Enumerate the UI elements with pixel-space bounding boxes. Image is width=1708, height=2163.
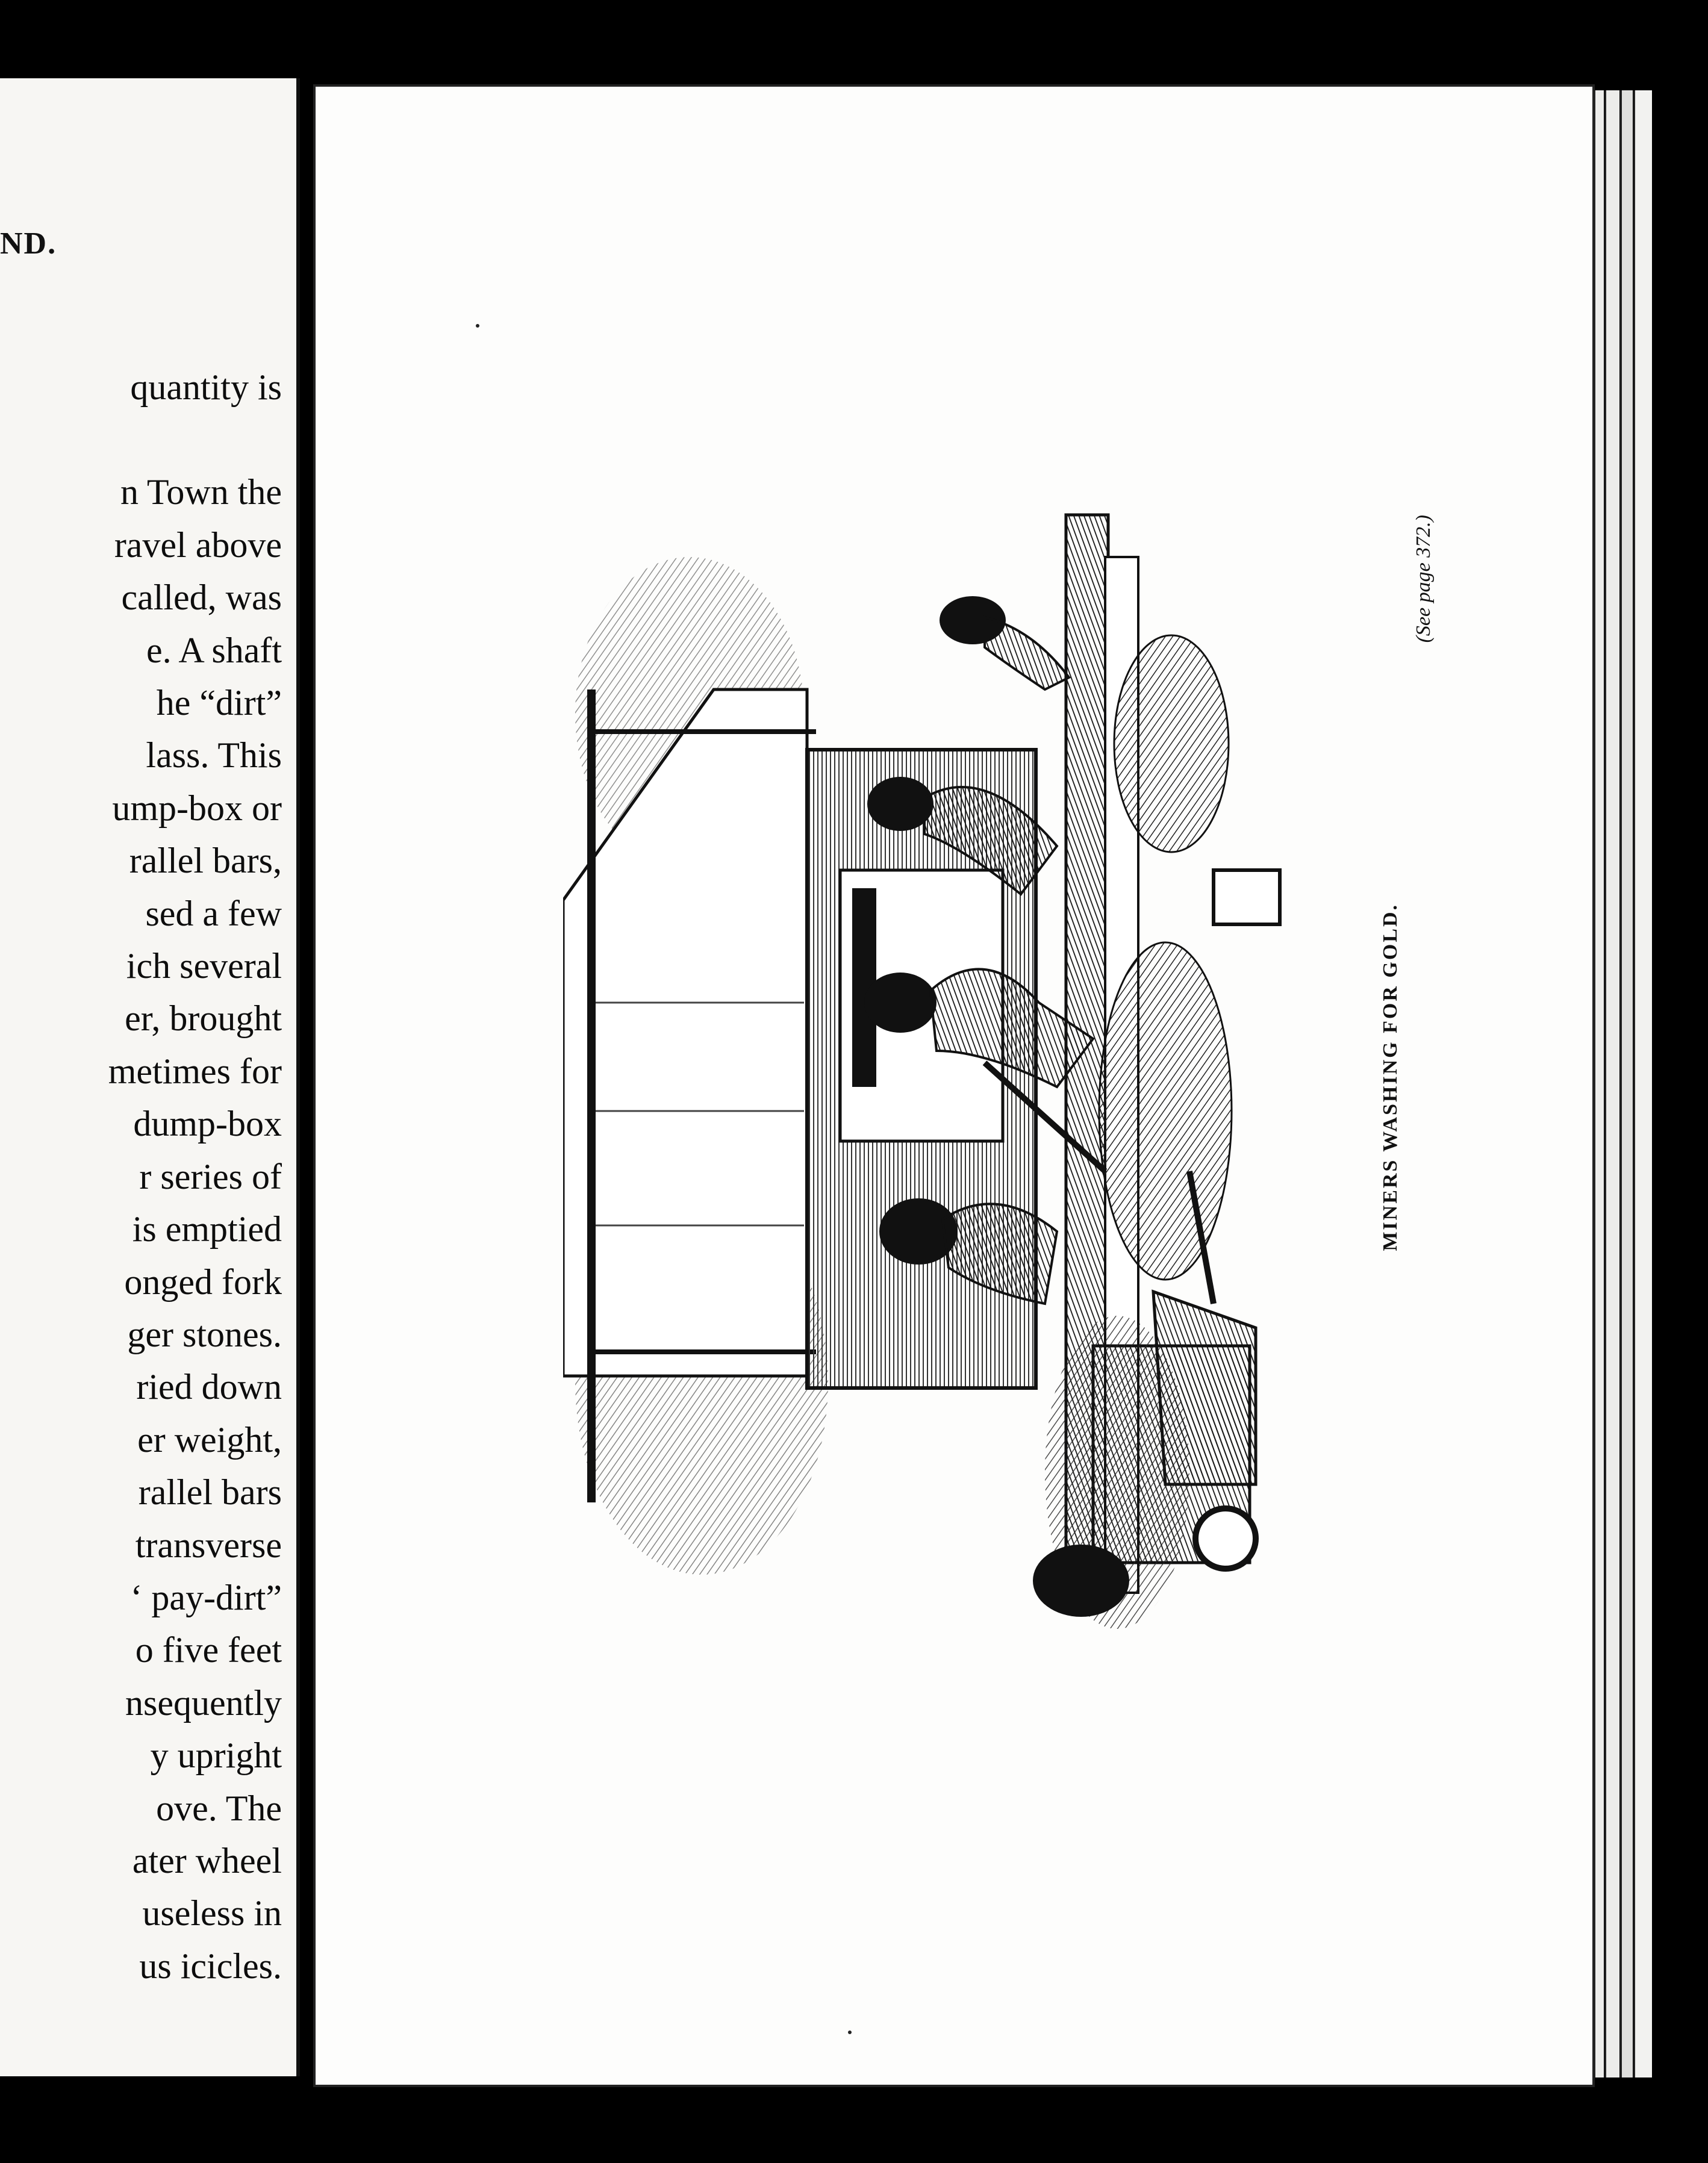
page-edge xyxy=(1594,90,1604,2077)
text-line: quantity is xyxy=(130,367,282,407)
text-line: ger stones. xyxy=(127,1314,282,1354)
text-line: lass. This xyxy=(146,735,282,776)
text-line: he “dirt” xyxy=(156,683,282,723)
text-line: onged fork xyxy=(124,1262,282,1302)
text-line: ove. The xyxy=(156,1788,282,1828)
speck xyxy=(476,324,479,328)
text-line: us icicles. xyxy=(139,1946,282,1986)
text-line: nsequently xyxy=(125,1682,282,1723)
text-line: useless in xyxy=(142,1893,282,1934)
text-line: er, brought xyxy=(125,998,282,1039)
text-line: ich several xyxy=(126,946,282,986)
text-line: rallel bars, xyxy=(129,841,282,881)
text-line: transverse xyxy=(135,1525,282,1565)
text-line: rallel bars xyxy=(138,1472,282,1513)
page-edge xyxy=(1620,90,1633,2077)
text-line: metimes for xyxy=(108,1051,282,1091)
text-line: ried down xyxy=(136,1367,282,1407)
text-line: e. A shaft xyxy=(146,630,282,670)
text-line: ravel above xyxy=(114,524,282,565)
running-head: ND. xyxy=(0,226,57,261)
text-line: called, was xyxy=(121,577,282,618)
text-line: dump-box xyxy=(133,1104,282,1144)
left-page xyxy=(0,78,300,2076)
text-line: o five feet xyxy=(135,1630,282,1670)
figure-caption: MINERS WASHING FOR GOLD. xyxy=(1379,903,1401,1251)
text-line: r series of xyxy=(139,1156,282,1197)
text-line: is emptied xyxy=(132,1209,282,1250)
page-edge xyxy=(1604,90,1619,2077)
engraving-miners-washing-gold-icon xyxy=(563,509,1316,1635)
left-page-text xyxy=(17,361,282,1993)
text-line: ump-box or xyxy=(112,788,282,828)
text-line: n Town the xyxy=(120,472,282,512)
text-line: y upright xyxy=(150,1735,282,1776)
text-line: er weight, xyxy=(137,1419,282,1460)
page-edge xyxy=(1633,90,1652,2077)
text-line: ater wheel xyxy=(132,1840,282,1881)
page-reference: (See page 372.) xyxy=(1412,515,1435,643)
text-line: ‘ pay-dirt” xyxy=(130,1577,282,1617)
text-line: sed a few xyxy=(145,893,282,933)
speck xyxy=(848,2031,852,2034)
